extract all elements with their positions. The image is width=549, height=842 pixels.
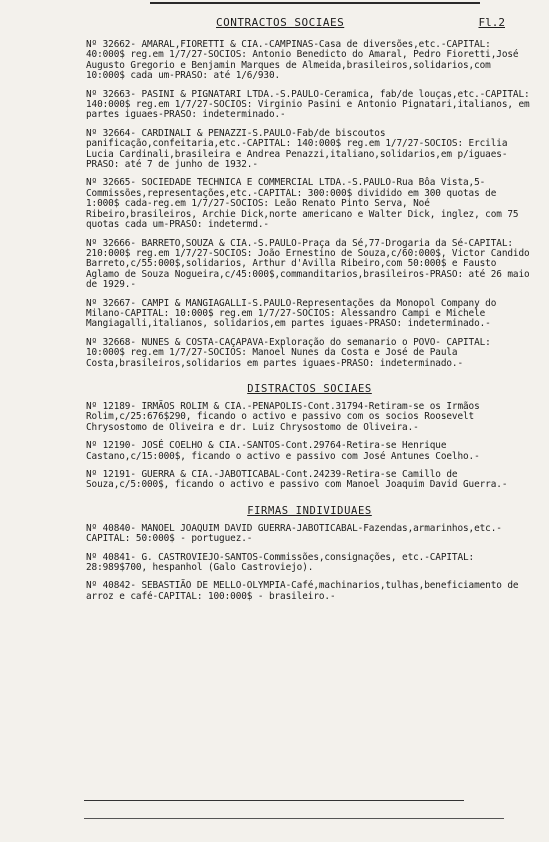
distratos-title: DISTRACTOS SOCIAES — [247, 382, 372, 395]
firma-entry-40841: Nº 40841- G. CASTROVIEJO-SANTOS-Commissões,consignações, etc.-CAPITAL: 28:989$700, hespanhol (Galo Castroviejo). — [86, 551, 480, 574]
contrato-entry-32666: Nº 32666- BARRETO,SOUZA & CIA.-S.PAULO-Praça da Sé,77-Drogaria da Sé-CAPITAL: 210:000$ reg.em 1/7/27-SOCIOS: João Ernestino de Souza,c/60:000$, Victor Candido Barreto,c/55:000$,solidarios, Arthur d'Avilla Ribeiro,com 50:000$ e Fausto Aglamo de Souza Nogueira,c/45:000$,commanditarios,brasileiros-PRASO: até 26 maio de 1929.- — [86, 237, 536, 291]
distrato-entry-12190: Nº 12190- JOSÉ COELHO & CIA.-SANTOS-Cont.29764-Retira-se Henrique Castano,c/15:000$, ficando o activo e passivo com José Antunes Coelho.- — [86, 440, 480, 462]
distrato-entry-12191: Nº 12191- GUERRA & CIA.-JABOTICABAL-Cont.24239-Retira-se Camillo de Souza,c/5:000$, ficando o activo e passivo com Manoel Joaquim David Guerra.- — [86, 469, 508, 491]
contratos-title: CONTRACTOS SOCIAES — [216, 16, 345, 29]
distratos-heading — [86, 377, 533, 396]
closing-rule — [84, 800, 464, 801]
distrato-entry-12189: Nº 12189- IRMÃOS ROLIM & CIA.-PENAPOLIS-Cont.31794-Retiram-se os Irmãos Rolim,c/25:676$290, ficando o activo e passivo com os socios Roosevelt Chrysostomo de Oliveira e dr. Luiz Chrysostomo de Oliveira.- — [86, 400, 486, 433]
contrato-entry-32663: Nº 32663- PASINI & PIGNATARI LTDA.-S.PAULO-Ceramica, fab/de louças,etc.-CAPITAL: 140:000$ reg.em 1/7/27-SOCIOS: Virginio Pasini e Antonio Pignatari,italianos, em partes iguaes-PRASO: indeterminado.- — [86, 88, 536, 121]
firma-entry-40842: Nº 40842- SEBASTIÃO DE MELLO-OLYMPIA-Café,machinarios,tulhas,beneficiamento de arroz e café-CAPITAL: 100:000$ - brasileiro.- — [86, 580, 524, 602]
contrato-entry-32665: Nº 32665- SOCIEDADE TECHNICA E COMMERCIAL LTDA.-S.PAULO-Rua Bôa Vista,5-Commissões,representações,etc.-CAPITAL: 300:000$ dividido em 300 quotas de 1:000$ cada-reg.em 1/7/27-SOCIOS: Leão Renato Pinto Serva, Noé Ribeiro,brasileiros, Archie Dick,norte americano e Walter Dick, inglez, com 75 quotas cada um-PRASO: indetermd.- — [86, 177, 524, 231]
page-header — [86, 6, 533, 30]
top-rule — [150, 2, 480, 4]
contrato-entry-32664: Nº 32664- CARDINALI & PENAZZI-S.PAULO-Fab/de biscoutos panificação,confeitaria,etc.-CAPITAL: 140:000$ reg.em 1/7/27-SOCIOS: Ercilia Lucia Cardinali,brasileira e Andrea Penazzi,italiano,solidarios,em p/iguaes-PRASO: até 7 de junho de 1932.- — [86, 127, 513, 171]
contrato-entry-32667: Nº 32667- CAMPI & MANGIAGALLI-S.PAULO-Representações da Monopol Company do Milano-CAPITAL: 10:000$ reg.em 1/7/27-SOCIOS: Alessandro Campi e Michele Mangiagalli,italianos, solidarios,em partes iguaes-PRASO: indeterminado.- — [86, 297, 502, 330]
firmas-title: FIRMAS INDIVIDUAES — [247, 504, 372, 517]
bottom-rule — [84, 818, 504, 819]
firmas-heading — [86, 499, 533, 518]
firma-entry-40840: Nº 40840- MANOEL JOAQUIM DAVID GUERRA-JABOTICABAL-Fazendas,armarinhos,etc.-CAPITAL: 50:000$ - portuguez.- — [86, 522, 502, 545]
contrato-entry-32662: Nº 32662- AMARAL,FIORETTI & CIA.-CAMPINAS-Casa de diversões,etc.-CAPITAL: 40:000$ reg.em 1/7/27-SOCIOS: Antonio Benedicto do Amaral, Pedro Fioretti,José Augusto Gregorio e Benjamin Marques de Almeida,brasileiros,solidarios,com 10:000$ cada um-PRASO: até 1/6/930. — [86, 39, 524, 82]
contrato-entry-32668: Nº 32668- NUNES & COSTA-CAÇAPAVA-Exploração do semanario o POVO- CAPITAL: 10:000$ reg.em 1/7/27-SOCIOS: Manoel Nunes da Costa e José de Paula Costa,brasileiros,solidarios em partes iguaes-PRASO: indeterminado.- — [86, 336, 497, 369]
page-number: Fl.2 — [478, 16, 505, 29]
